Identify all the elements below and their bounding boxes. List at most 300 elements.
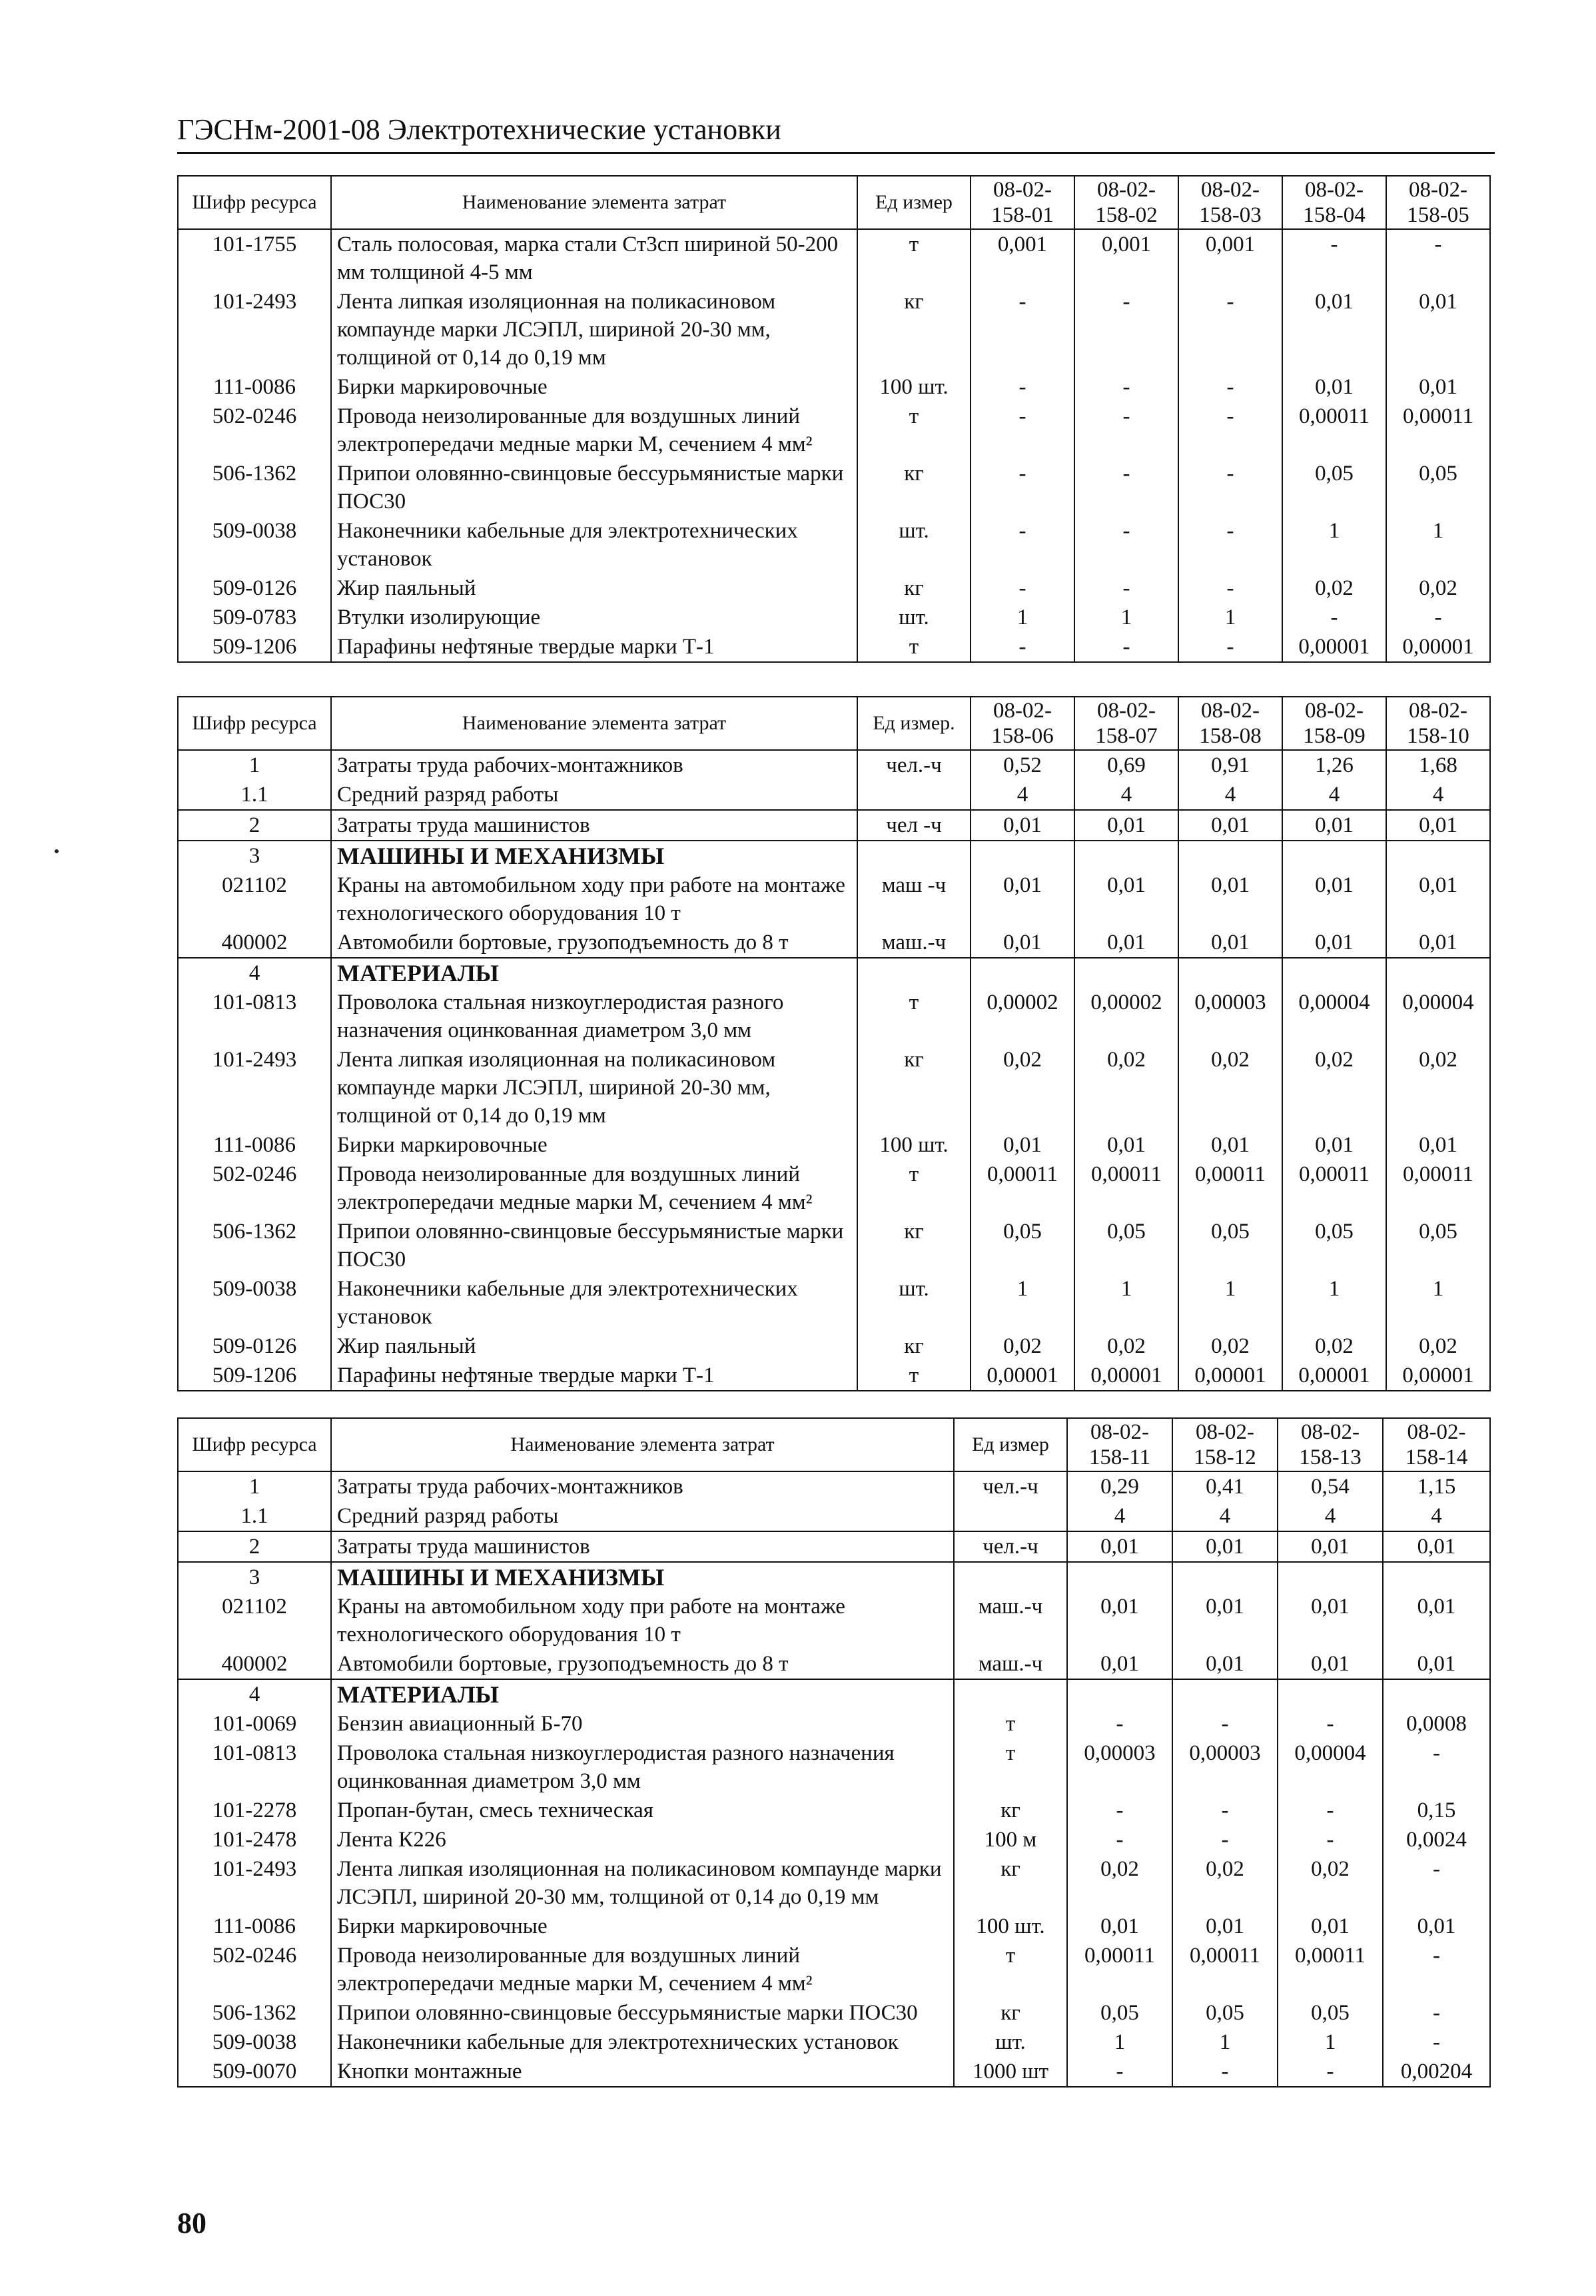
norm-value: 0,05 xyxy=(1386,1217,1490,1274)
unit-of-measure: чел.-ч xyxy=(954,1531,1067,1562)
norm-value: - xyxy=(971,402,1074,459)
unit-of-measure: кг xyxy=(857,1332,971,1361)
norm-value: - xyxy=(1383,2028,1490,2057)
unit-of-measure: маш.-ч xyxy=(954,1592,1067,1649)
resource-code: 509-0038 xyxy=(178,2028,331,2057)
norm-value: - xyxy=(1278,1796,1383,1825)
table-row xyxy=(178,1160,1490,1217)
table-row xyxy=(178,402,1490,459)
table-row xyxy=(178,229,1490,287)
table-row xyxy=(178,928,1490,958)
resource-code: 1.1 xyxy=(178,1501,331,1531)
norm-value: - xyxy=(1067,1796,1172,1825)
norm-value: 0,05 xyxy=(1386,459,1490,516)
norm-value: 0,02 xyxy=(1386,1045,1490,1130)
norm-value: 0,01 xyxy=(1282,810,1386,841)
norm-value: 4 xyxy=(1386,780,1490,810)
cost-element-name: Провода неизолированные для воздушных линий электропередачи медные марки М, сечением 4 мм² xyxy=(331,1160,857,1217)
norm-value xyxy=(1278,1562,1383,1592)
table-row xyxy=(178,632,1490,662)
norm-value: 1,68 xyxy=(1386,750,1490,780)
norm-value: 0,02 xyxy=(971,1332,1074,1361)
unit-of-measure: кг xyxy=(954,1796,1067,1825)
cost-element-name: Жир паяльный xyxy=(331,574,857,603)
norm-value: - xyxy=(1074,287,1178,372)
norm-value: 0,01 xyxy=(1386,372,1490,402)
unit-of-measure: шт. xyxy=(857,1274,971,1332)
norm-value: 0,02 xyxy=(1178,1045,1282,1130)
unit-of-measure: 100 шт. xyxy=(857,1130,971,1160)
cost-element-name: Бирки маркировочные xyxy=(331,1130,857,1160)
header-cost-element: Наименование элемента затрат xyxy=(331,176,857,229)
norm-value xyxy=(971,841,1074,871)
cost-element-name: Припои оловянно-свинцовые бессурьмянистые марки ПОС30 xyxy=(331,1998,954,2028)
norm-value: - xyxy=(971,574,1074,603)
norm-value: 0,05 xyxy=(1282,459,1386,516)
norm-value: 1 xyxy=(1278,2028,1383,2057)
norm-value: 0,02 xyxy=(1278,1854,1383,1912)
norm-value: 0,00011 xyxy=(1386,1160,1490,1217)
norm-value: 0,01 xyxy=(971,928,1074,958)
resource-code: 101-2493 xyxy=(178,1854,331,1912)
norm-value: - xyxy=(1178,287,1282,372)
norm-value: 0,00204 xyxy=(1383,2057,1490,2087)
unit-of-measure: 100 м xyxy=(954,1825,1067,1854)
norm-value: 0,01 xyxy=(1172,1649,1278,1679)
cost-element-name: Автомобили бортовые, грузоподъемность до 8 т xyxy=(331,1649,954,1679)
norm-value: - xyxy=(1386,603,1490,632)
cost-element-name: Средний разряд работы xyxy=(331,1501,954,1531)
norm-value: 0,00004 xyxy=(1278,1738,1383,1796)
resource-code: 021102 xyxy=(178,1592,331,1649)
norm-value: - xyxy=(1282,603,1386,632)
cost-element-name: Краны на автомобильном ходу при работе на монтаже технологического оборудования 10 т xyxy=(331,1592,954,1649)
unit-of-measure: т xyxy=(857,229,971,287)
header-norm-code: 08-02-158-07 xyxy=(1074,697,1178,750)
norm-value xyxy=(1074,958,1178,988)
cost-element-name: Проволока стальная низкоуглеродистая разного назначения оцинкованная диаметром 3,0 мм xyxy=(331,988,857,1045)
cost-element-name: Бензин авиационный Б-70 xyxy=(331,1709,954,1738)
norm-value: 4 xyxy=(1178,780,1282,810)
norm-value: 4 xyxy=(1074,780,1178,810)
norm-value: 0,05 xyxy=(1172,1998,1278,2028)
norm-value: 0,001 xyxy=(971,229,1074,287)
norm-value: 0,01 xyxy=(1282,871,1386,928)
norm-value: 0,00011 xyxy=(1278,1941,1383,1998)
resource-code: 509-0070 xyxy=(178,2057,331,2087)
norm-value: 1 xyxy=(1178,1274,1282,1332)
table-row xyxy=(178,1912,1490,1941)
norm-value: 0,00011 xyxy=(971,1160,1074,1217)
norm-value: - xyxy=(1074,459,1178,516)
table-row xyxy=(178,988,1490,1045)
unit-of-measure: маш.-ч xyxy=(954,1649,1067,1679)
cost-element-name: Припои оловянно-свинцовые бессурьмянистые марки ПОС30 xyxy=(331,1217,857,1274)
norm-value: - xyxy=(1067,1825,1172,1854)
table-row xyxy=(178,1941,1490,1998)
cost-element-name: Бирки маркировочные xyxy=(331,372,857,402)
table-row xyxy=(178,1217,1490,1274)
resource-code: 502-0246 xyxy=(178,1160,331,1217)
unit-of-measure: шт. xyxy=(857,516,971,574)
norm-value: 0,01 xyxy=(1172,1531,1278,1562)
unit-of-measure xyxy=(857,841,971,871)
cost-element-name: Наконечники кабельные для электротехнических установок xyxy=(331,516,857,574)
norm-value: - xyxy=(1067,1709,1172,1738)
resource-code: 509-0038 xyxy=(178,1274,331,1332)
resource-code: 101-2493 xyxy=(178,287,331,372)
norm-value: 1 xyxy=(971,1274,1074,1332)
header-norm-code: 08-02-158-08 xyxy=(1178,697,1282,750)
table-row xyxy=(178,1274,1490,1332)
unit-of-measure: т xyxy=(857,988,971,1045)
table-row xyxy=(178,603,1490,632)
norm-value xyxy=(1383,1562,1490,1592)
norm-value: 0,02 xyxy=(971,1045,1074,1130)
resource-code: 509-0126 xyxy=(178,574,331,603)
norm-value: 0,01 xyxy=(971,810,1074,841)
table-row xyxy=(178,958,1490,988)
norm-value: 0,01 xyxy=(1282,372,1386,402)
table-row xyxy=(178,1679,1490,1709)
norm-value: 1 xyxy=(1067,2028,1172,2057)
table-row xyxy=(178,1709,1490,1738)
norm-value xyxy=(1178,841,1282,871)
cost-element-name: Провода неизолированные для воздушных линий электропередачи медные марки М, сечением 4 мм² xyxy=(331,402,857,459)
norm-value: 0,00001 xyxy=(971,1361,1074,1391)
norm-value: - xyxy=(1172,2057,1278,2087)
norm-value: - xyxy=(1074,516,1178,574)
header-norm-code: 08-02-158-12 xyxy=(1172,1418,1278,1471)
unit-of-measure: чел.-ч xyxy=(857,750,971,780)
norm-value: 1 xyxy=(1386,1274,1490,1332)
unit-of-measure: кг xyxy=(857,287,971,372)
resource-code: 509-1206 xyxy=(178,632,331,662)
resource-code: 111-0086 xyxy=(178,372,331,402)
norm-value: 0,01 xyxy=(1278,1531,1383,1562)
norm-value: 0,02 xyxy=(1067,1854,1172,1912)
norm-value: - xyxy=(1074,632,1178,662)
header-cost-element: Наименование элемента затрат xyxy=(331,697,857,750)
norm-value: - xyxy=(1172,1796,1278,1825)
cost-element-name: Кнопки монтажные xyxy=(331,2057,954,2087)
norm-value: 0,01 xyxy=(1386,871,1490,928)
table-row xyxy=(178,1998,1490,2028)
norm-value: 1 xyxy=(1282,1274,1386,1332)
unit-of-measure xyxy=(954,1501,1067,1531)
norm-value: 0,0008 xyxy=(1383,1709,1490,1738)
norm-value: 0,01 xyxy=(1074,871,1178,928)
resource-code: 101-2493 xyxy=(178,1045,331,1130)
resource-code: 3 xyxy=(178,1562,331,1592)
norm-value: - xyxy=(1074,372,1178,402)
norm-value: 1 xyxy=(1282,516,1386,574)
norm-value: 0,001 xyxy=(1178,229,1282,287)
norm-value: - xyxy=(1178,372,1282,402)
table-row xyxy=(178,1796,1490,1825)
norm-value xyxy=(1067,1562,1172,1592)
norm-value xyxy=(1278,1679,1383,1709)
cost-element-name: Сталь полосовая, марка стали Ст3сп шириной 50-200 мм толщиной 4-5 мм xyxy=(331,229,857,287)
resource-code: 2 xyxy=(178,810,331,841)
table-row xyxy=(178,516,1490,574)
norm-value: 1 xyxy=(1074,603,1178,632)
norm-value xyxy=(1383,1679,1490,1709)
resource-code: 4 xyxy=(178,958,331,988)
norm-value xyxy=(1386,958,1490,988)
norm-value: - xyxy=(971,459,1074,516)
norm-value: 1 xyxy=(1172,2028,1278,2057)
unit-of-measure xyxy=(954,1679,1067,1709)
header-norm-code: 08-02-158-03 xyxy=(1178,176,1282,229)
norm-value: 0,91 xyxy=(1178,750,1282,780)
cost-element-name: Автомобили бортовые, грузоподъемность до 8 т xyxy=(331,928,857,958)
norm-value: - xyxy=(1178,574,1282,603)
norm-value: 0,01 xyxy=(1278,1649,1383,1679)
unit-of-measure: маш -ч xyxy=(857,871,971,928)
norm-value xyxy=(1282,958,1386,988)
table-row xyxy=(178,1130,1490,1160)
cost-element-name: Лента липкая изоляционная на поликасиновом компаунде марки ЛСЭПЛ, шириной 20-30 мм, толщиной от 0,14 до 0,19 мм xyxy=(331,287,857,372)
table-row xyxy=(178,1471,1490,1501)
cost-element-name: Лента липкая изоляционная на поликасиновом компаунде марки ЛСЭПЛ, шириной 20-30 мм, толщиной от 0,14 до 0,19 мм xyxy=(331,1045,857,1130)
resource-table-1 xyxy=(177,175,1491,663)
norm-value: 1,26 xyxy=(1282,750,1386,780)
norm-value: 0,01 xyxy=(1282,1130,1386,1160)
norm-value: 0,00003 xyxy=(1172,1738,1278,1796)
resource-code: 101-0813 xyxy=(178,988,331,1045)
table-row xyxy=(178,841,1490,871)
cost-element-name: МАШИНЫ И МЕХАНИЗМЫ xyxy=(331,1562,954,1592)
norm-value xyxy=(1386,841,1490,871)
norm-value: 0,01 xyxy=(1282,928,1386,958)
norm-value: 0,0024 xyxy=(1383,1825,1490,1854)
norm-value: 0,00011 xyxy=(1282,1160,1386,1217)
unit-of-measure: т xyxy=(857,402,971,459)
norm-value: 0,01 xyxy=(1172,1912,1278,1941)
table-row xyxy=(178,1332,1490,1361)
table-row xyxy=(178,1045,1490,1130)
norm-value: 0,02 xyxy=(1282,1332,1386,1361)
resource-code: 111-0086 xyxy=(178,1912,331,1941)
norm-value: - xyxy=(1278,1825,1383,1854)
table-row xyxy=(178,1738,1490,1796)
unit-of-measure: 1000 шт xyxy=(954,2057,1067,2087)
norm-value: 4 xyxy=(1383,1501,1490,1531)
scan-speck xyxy=(55,849,59,853)
unit-of-measure xyxy=(857,780,971,810)
norm-value: 4 xyxy=(1278,1501,1383,1531)
resource-code: 502-0246 xyxy=(178,1941,331,1998)
unit-of-measure: шт. xyxy=(954,2028,1067,2057)
norm-value: 0,00001 xyxy=(1074,1361,1178,1391)
norm-value: - xyxy=(1178,632,1282,662)
table-row xyxy=(178,750,1490,780)
cost-element-name: Краны на автомобильном ходу при работе на монтаже технологического оборудования 10 т xyxy=(331,871,857,928)
unit-of-measure: кг xyxy=(857,1045,971,1130)
cost-element-name: МАТЕРИАЛЫ xyxy=(331,958,857,988)
norm-value: 0,00001 xyxy=(1178,1361,1282,1391)
norm-value: 0,02 xyxy=(1178,1332,1282,1361)
resource-code: 400002 xyxy=(178,1649,331,1679)
cost-element-name: Припои оловянно-свинцовые бессурьмянистые марки ПОС30 xyxy=(331,459,857,516)
norm-value: 1 xyxy=(1386,516,1490,574)
norm-value: 0,00001 xyxy=(1282,632,1386,662)
norm-value: 0,01 xyxy=(1067,1912,1172,1941)
norm-value: - xyxy=(971,372,1074,402)
norm-value: 0,01 xyxy=(971,1130,1074,1160)
table-row xyxy=(178,372,1490,402)
norm-value: - xyxy=(1178,402,1282,459)
table-header-row xyxy=(178,1418,1490,1471)
norm-value: - xyxy=(971,516,1074,574)
header-norm-code: 08-02-158-02 xyxy=(1074,176,1178,229)
norm-value: 0,29 xyxy=(1067,1471,1172,1501)
norm-value: 0,02 xyxy=(1172,1854,1278,1912)
table-row xyxy=(178,1562,1490,1592)
resource-code: 101-2278 xyxy=(178,1796,331,1825)
norm-value: 0,00011 xyxy=(1067,1941,1172,1998)
norm-value xyxy=(1172,1562,1278,1592)
table-row xyxy=(178,810,1490,841)
norm-value: 0,02 xyxy=(1386,574,1490,603)
unit-of-measure: т xyxy=(954,1941,1067,1998)
unit-of-measure: т xyxy=(857,1160,971,1217)
norm-value: 0,01 xyxy=(1067,1531,1172,1562)
norm-value: - xyxy=(1172,1709,1278,1738)
resource-table-3 xyxy=(177,1417,1491,2088)
resource-code: 509-0038 xyxy=(178,516,331,574)
norm-value: - xyxy=(1282,229,1386,287)
norm-value: 4 xyxy=(1172,1501,1278,1531)
cost-element-name: Наконечники кабельные для электротехнических установок xyxy=(331,1274,857,1332)
unit-of-measure xyxy=(857,958,971,988)
norm-value: - xyxy=(1383,1941,1490,1998)
table-row xyxy=(178,1361,1490,1391)
norm-value: 0,01 xyxy=(1383,1912,1490,1941)
norm-value: 0,02 xyxy=(1282,574,1386,603)
norm-value: - xyxy=(1178,516,1282,574)
norm-value: 0,41 xyxy=(1172,1471,1278,1501)
header-unit: Ед измер. xyxy=(857,697,971,750)
norm-value: 0,01 xyxy=(1383,1531,1490,1562)
norm-value: 0,05 xyxy=(1278,1998,1383,2028)
unit-of-measure: т xyxy=(954,1709,1067,1738)
norm-value: 0,00004 xyxy=(1282,988,1386,1045)
norm-value: 0,52 xyxy=(971,750,1074,780)
cost-element-name: Затраты труда рабочих-монтажников xyxy=(331,750,857,780)
norm-value xyxy=(971,958,1074,988)
norm-value: 0,01 xyxy=(1178,928,1282,958)
norm-value: 0,05 xyxy=(971,1217,1074,1274)
norm-value: 1 xyxy=(1074,1274,1178,1332)
header-resource-code: Шифр ресурса xyxy=(178,176,331,229)
table-header-row xyxy=(178,697,1490,750)
norm-value: - xyxy=(1383,1738,1490,1796)
table-row xyxy=(178,2057,1490,2087)
table-row xyxy=(178,287,1490,372)
header-cost-element: Наименование элемента затрат xyxy=(331,1418,954,1471)
norm-value: 4 xyxy=(971,780,1074,810)
norm-value: 0,05 xyxy=(1067,1998,1172,2028)
resource-code: 101-2478 xyxy=(178,1825,331,1854)
header-norm-code: 08-02-158-11 xyxy=(1067,1418,1172,1471)
header-norm-code: 08-02-158-01 xyxy=(971,176,1074,229)
unit-of-measure: кг xyxy=(857,1217,971,1274)
norm-value: 0,00011 xyxy=(1074,1160,1178,1217)
unit-of-measure: 100 шт. xyxy=(954,1912,1067,1941)
norm-value: 0,01 xyxy=(1386,1130,1490,1160)
cost-element-name: Жир паяльный xyxy=(331,1332,857,1361)
norm-value: 0,01 xyxy=(1067,1649,1172,1679)
resource-code: 506-1362 xyxy=(178,459,331,516)
norm-value: 0,05 xyxy=(1074,1217,1178,1274)
norm-value: 0,00001 xyxy=(1282,1361,1386,1391)
norm-value: 1 xyxy=(1178,603,1282,632)
norm-value: - xyxy=(1178,459,1282,516)
unit-of-measure: кг xyxy=(857,459,971,516)
norm-value: - xyxy=(1172,1825,1278,1854)
page-header: ГЭСНм-2001-08 Электротехнические установки xyxy=(177,112,1495,154)
resource-code: 509-0126 xyxy=(178,1332,331,1361)
resource-code: 1.1 xyxy=(178,780,331,810)
unit-of-measure: т xyxy=(857,1361,971,1391)
norm-value: 1,15 xyxy=(1383,1471,1490,1501)
header-norm-code: 08-02-158-10 xyxy=(1386,697,1490,750)
norm-value: 0,00003 xyxy=(1178,988,1282,1045)
norm-value: 0,01 xyxy=(1386,287,1490,372)
resource-code: 506-1362 xyxy=(178,1217,331,1274)
norm-value: 0,00002 xyxy=(971,988,1074,1045)
norm-value: 0,01 xyxy=(1386,928,1490,958)
table-row xyxy=(178,2028,1490,2057)
norm-value xyxy=(1074,841,1178,871)
header-norm-code: 08-02-158-04 xyxy=(1282,176,1386,229)
header-norm-code: 08-02-158-13 xyxy=(1278,1418,1383,1471)
unit-of-measure: чел.-ч xyxy=(954,1471,1067,1501)
page-number: 80 xyxy=(177,2207,206,2239)
norm-value: 0,01 xyxy=(1282,287,1386,372)
norm-value: - xyxy=(1067,2057,1172,2087)
norm-value: 4 xyxy=(1067,1501,1172,1531)
table-row xyxy=(178,574,1490,603)
norm-value: 0,54 xyxy=(1278,1471,1383,1501)
norm-value: 0,01 xyxy=(1074,928,1178,958)
resource-code: 101-0813 xyxy=(178,1738,331,1796)
norm-value: 0,00001 xyxy=(1386,632,1490,662)
resource-code: 509-0783 xyxy=(178,603,331,632)
resource-code: 506-1362 xyxy=(178,1998,331,2028)
norm-value: 0,00011 xyxy=(1386,402,1490,459)
norm-value: 0,01 xyxy=(1386,810,1490,841)
header-norm-code: 08-02-158-14 xyxy=(1383,1418,1490,1471)
cost-element-name: Наконечники кабельные для электротехнических установок xyxy=(331,2028,954,2057)
cost-element-name: Парафины нефтяные твердые марки Т-1 xyxy=(331,1361,857,1391)
norm-value xyxy=(1282,841,1386,871)
cost-element-name: МАШИНЫ И МЕХАНИЗМЫ xyxy=(331,841,857,871)
unit-of-measure: маш.-ч xyxy=(857,928,971,958)
unit-of-measure: чел -ч xyxy=(857,810,971,841)
norm-value: 0,00011 xyxy=(1282,402,1386,459)
table-row xyxy=(178,459,1490,516)
unit-of-measure: т xyxy=(954,1738,1067,1796)
cost-element-name: Проволока стальная низкоуглеродистая разного назначения оцинкованная диаметром 3,0 мм xyxy=(331,1738,954,1796)
header-norm-code: 08-02-158-06 xyxy=(971,697,1074,750)
cost-element-name: Затраты труда машинистов xyxy=(331,810,857,841)
table-header-row xyxy=(178,176,1490,229)
norm-value: 0,02 xyxy=(1074,1332,1178,1361)
cost-element-name: Втулки изолирующие xyxy=(331,603,857,632)
